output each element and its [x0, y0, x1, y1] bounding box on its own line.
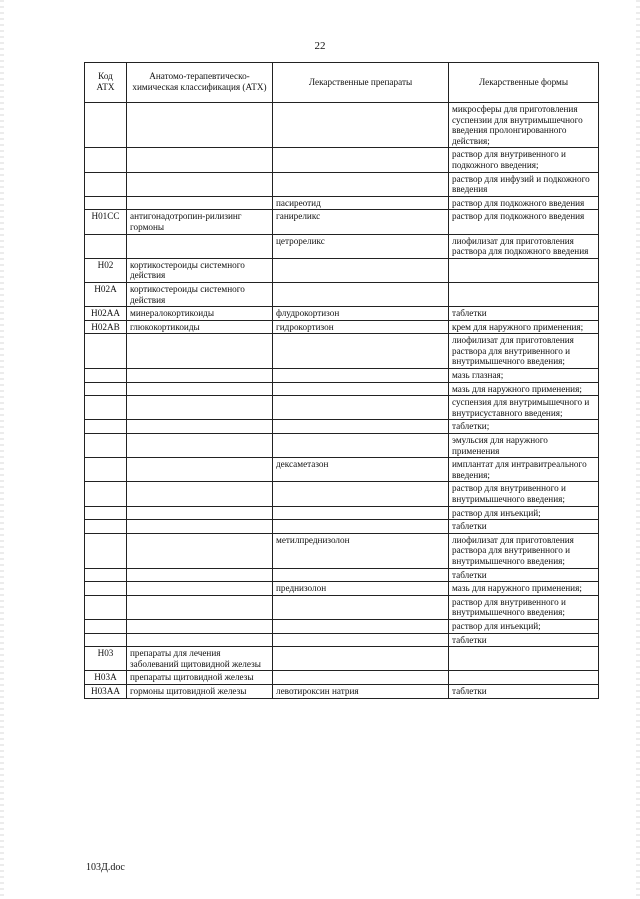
cell-drug: флудрокортизон [273, 307, 449, 321]
cell-form: раствор для инъекций; [449, 506, 599, 520]
cell-form: раствор для внутривенного и внутримышечного введения; [449, 482, 599, 506]
cell-form: крем для наружного применения; [449, 320, 599, 334]
cell-classification [127, 369, 273, 383]
cell-code: H03 [85, 647, 127, 671]
cell-drug [273, 282, 449, 306]
cell-drug [273, 506, 449, 520]
table-row [85, 533, 599, 568]
cell-drug [273, 520, 449, 534]
cell-code [85, 234, 127, 258]
table-row [85, 506, 599, 520]
cell-drug [273, 148, 449, 172]
table-row [85, 148, 599, 172]
cell-drug [273, 595, 449, 619]
cell-form: эмульсия для наружного применения [449, 434, 599, 458]
cell-form: таблетки [449, 520, 599, 534]
header-code: Код АТХ [85, 63, 127, 103]
table-row [85, 595, 599, 619]
cell-code [85, 619, 127, 633]
cell-drug: цетрореликс [273, 234, 449, 258]
cell-code: H03AA [85, 684, 127, 698]
table-row [85, 482, 599, 506]
cell-form: раствор для внутривенного и внутримышечного введения; [449, 595, 599, 619]
cell-drug [273, 434, 449, 458]
cell-code [85, 434, 127, 458]
table-row [85, 684, 599, 698]
cell-classification [127, 234, 273, 258]
cell-classification: гормоны щитовидной железы [127, 684, 273, 698]
cell-code [85, 568, 127, 582]
table-row [85, 282, 599, 306]
cell-drug [273, 420, 449, 434]
cell-classification: антигонадотропин-рилизинг гормоны [127, 210, 273, 234]
cell-drug [273, 382, 449, 396]
cell-drug [273, 619, 449, 633]
cell-drug [273, 568, 449, 582]
cell-form: мазь для наружного применения; [449, 582, 599, 596]
cell-code [85, 148, 127, 172]
cell-form: таблетки [449, 568, 599, 582]
cell-form: микросферы для приготовления суспензии для внутримышечного введения пролонгированного действия; [449, 103, 599, 148]
table-row [85, 520, 599, 534]
table-row [85, 568, 599, 582]
cell-classification [127, 533, 273, 568]
scan-edge-right [636, 0, 640, 899]
cell-form [449, 647, 599, 671]
cell-code [85, 369, 127, 383]
cell-drug: гидрокортизон [273, 320, 449, 334]
cell-form [449, 282, 599, 306]
cell-classification [127, 595, 273, 619]
cell-classification [127, 103, 273, 148]
cell-code: H02 [85, 258, 127, 282]
cell-form: раствор для инфузий и подкожного введения [449, 172, 599, 196]
table-row [85, 172, 599, 196]
cell-form: таблетки; [449, 420, 599, 434]
cell-form [449, 258, 599, 282]
cell-code [85, 520, 127, 534]
cell-code [85, 595, 127, 619]
table-row [85, 619, 599, 633]
cell-form: таблетки [449, 307, 599, 321]
cell-classification [127, 396, 273, 420]
cell-drug: пасиреотид [273, 196, 449, 210]
cell-classification: минералокортикоиды [127, 307, 273, 321]
cell-classification [127, 458, 273, 482]
cell-classification [127, 196, 273, 210]
cell-form: таблетки [449, 684, 599, 698]
cell-form [449, 671, 599, 685]
cell-drug [273, 172, 449, 196]
cell-code [85, 103, 127, 148]
table-row [85, 396, 599, 420]
table-row [85, 103, 599, 148]
table-row [85, 647, 599, 671]
cell-form: лиофилизат для приготовления раствора для внутривенного и внутримышечного введения; [449, 533, 599, 568]
cell-code [85, 172, 127, 196]
cell-code [85, 506, 127, 520]
cell-code [85, 396, 127, 420]
cell-drug [273, 396, 449, 420]
cell-form: суспензия для внутримышечного и внутрисуставного введения; [449, 396, 599, 420]
cell-code: H03A [85, 671, 127, 685]
atx-table [84, 62, 599, 699]
table-row [85, 369, 599, 383]
table-row [85, 420, 599, 434]
cell-code [85, 458, 127, 482]
cell-code [85, 633, 127, 647]
header-drugs: Лекарственные препараты [273, 63, 449, 103]
cell-code: H02AB [85, 320, 127, 334]
cell-classification [127, 420, 273, 434]
scan-edge-left [0, 0, 4, 899]
cell-classification: препараты для лечения заболеваний щитовидной железы [127, 647, 273, 671]
file-name-footer: 103Д.doc [86, 862, 125, 873]
cell-drug [273, 671, 449, 685]
cell-classification [127, 520, 273, 534]
cell-code [85, 482, 127, 506]
cell-form: лиофилизат для приготовления раствора для подкожного введения [449, 234, 599, 258]
cell-code [85, 420, 127, 434]
table-body [85, 103, 599, 699]
table-row [85, 258, 599, 282]
table-row [85, 334, 599, 369]
cell-drug [273, 369, 449, 383]
cell-code [85, 582, 127, 596]
table-row [85, 307, 599, 321]
cell-classification [127, 619, 273, 633]
cell-classification [127, 382, 273, 396]
cell-code [85, 382, 127, 396]
table-row [85, 434, 599, 458]
cell-classification [127, 482, 273, 506]
cell-code: H02AA [85, 307, 127, 321]
table-row [85, 196, 599, 210]
cell-classification [127, 434, 273, 458]
cell-code [85, 334, 127, 369]
cell-form: мазь глазная; [449, 369, 599, 383]
cell-classification [127, 334, 273, 369]
table-row [85, 382, 599, 396]
cell-classification: кортикостероиды системного действия [127, 258, 273, 282]
cell-code [85, 533, 127, 568]
table-header-row [85, 63, 599, 103]
cell-classification [127, 568, 273, 582]
cell-form: мазь для наружного применения; [449, 382, 599, 396]
cell-drug: ганиреликс [273, 210, 449, 234]
cell-code: H01CC [85, 210, 127, 234]
cell-classification [127, 172, 273, 196]
page-number: 22 [314, 40, 326, 52]
cell-classification: кортикостероиды системного действия [127, 282, 273, 306]
cell-code [85, 196, 127, 210]
cell-form: имплантат для интравитреального введения; [449, 458, 599, 482]
cell-form: раствор для внутривенного и подкожного введения; [449, 148, 599, 172]
cell-drug [273, 633, 449, 647]
cell-classification: препараты щитовидной железы [127, 671, 273, 685]
table-row [85, 210, 599, 234]
table-row [85, 458, 599, 482]
cell-form: раствор для подкожного введения [449, 196, 599, 210]
cell-drug [273, 103, 449, 148]
cell-drug [273, 334, 449, 369]
cell-form: таблетки [449, 633, 599, 647]
cell-drug: левотироксин натрия [273, 684, 449, 698]
cell-form: раствор для подкожного введения [449, 210, 599, 234]
table-row [85, 582, 599, 596]
header-forms: Лекарственные формы [449, 63, 599, 103]
cell-form: лиофилизат для приготовления раствора для внутривенного и внутримышечного введения; [449, 334, 599, 369]
cell-drug [273, 647, 449, 671]
cell-classification [127, 148, 273, 172]
cell-code: H02A [85, 282, 127, 306]
cell-classification [127, 633, 273, 647]
table-row [85, 633, 599, 647]
cell-form: раствор для инъекций; [449, 619, 599, 633]
cell-drug: метилпреднизолон [273, 533, 449, 568]
table-row [85, 320, 599, 334]
table-row [85, 234, 599, 258]
cell-classification [127, 506, 273, 520]
cell-classification: глюкокортикоиды [127, 320, 273, 334]
cell-classification [127, 582, 273, 596]
cell-drug: преднизолон [273, 582, 449, 596]
header-classification: Анатомо-терапевтическо-химическая классификация (АТХ) [127, 63, 273, 103]
cell-drug [273, 482, 449, 506]
cell-drug [273, 258, 449, 282]
cell-drug: дексаметазон [273, 458, 449, 482]
table-row [85, 671, 599, 685]
